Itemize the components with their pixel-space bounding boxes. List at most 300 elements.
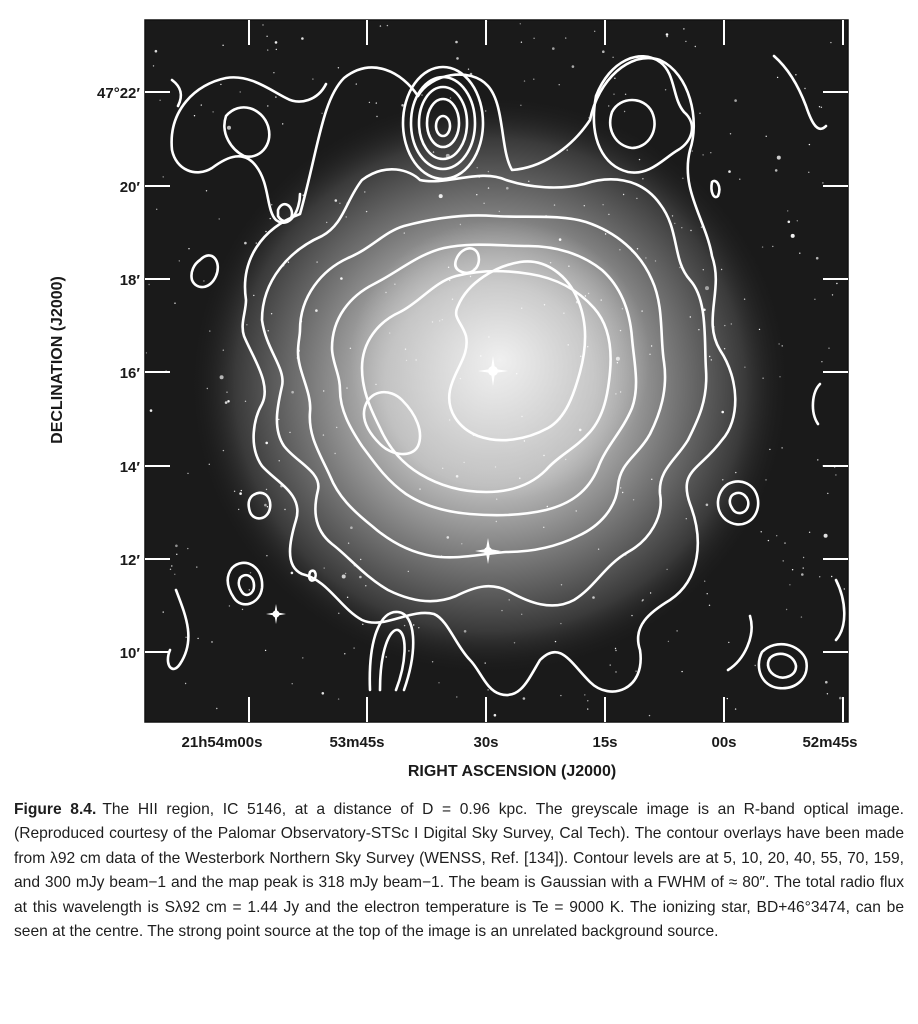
star-point <box>519 478 520 479</box>
star-point <box>408 650 409 651</box>
star-point <box>211 641 212 642</box>
star-point <box>447 536 450 539</box>
star-point <box>292 683 293 684</box>
star-point <box>419 488 420 489</box>
star-point <box>404 625 405 626</box>
star-point <box>649 354 650 355</box>
star-point <box>809 144 810 145</box>
star-point <box>594 31 595 32</box>
star-point <box>568 344 569 345</box>
star-point <box>433 151 434 152</box>
star-point <box>514 642 515 643</box>
star-point <box>266 489 267 490</box>
star-point <box>587 708 588 709</box>
star-point <box>275 96 276 97</box>
star-point <box>442 468 443 469</box>
star-point <box>380 25 381 26</box>
star-point <box>163 611 164 612</box>
star-point <box>339 203 340 204</box>
star-point <box>777 156 781 160</box>
star-point <box>340 277 343 280</box>
star-point <box>668 641 669 642</box>
star-point <box>631 615 632 616</box>
star-point <box>276 49 277 50</box>
star-point <box>155 50 158 53</box>
star-point <box>324 567 325 568</box>
y-tick-label: 12′ <box>119 552 140 569</box>
star-point <box>690 230 691 231</box>
star-point <box>735 708 736 709</box>
star-point <box>222 45 223 46</box>
star-point <box>271 204 272 205</box>
star-point <box>709 356 710 357</box>
star-point <box>270 218 271 219</box>
x-tick-label: 53m45s <box>329 734 385 751</box>
star-point <box>174 574 175 575</box>
star-point <box>692 150 693 151</box>
star-point <box>772 246 773 247</box>
star-point <box>560 695 561 696</box>
star-point <box>623 194 624 195</box>
star-point <box>844 588 845 589</box>
star-point <box>477 167 478 168</box>
star-point <box>146 352 147 353</box>
star-point <box>488 187 489 188</box>
star-point <box>249 589 250 590</box>
star-point <box>267 105 268 106</box>
star-point <box>709 605 710 606</box>
star-point <box>176 554 177 555</box>
star-point <box>598 549 599 550</box>
star-point <box>312 78 313 79</box>
star-point <box>346 387 347 388</box>
star-point <box>209 464 210 465</box>
star-point <box>148 284 149 285</box>
star-point <box>345 573 346 574</box>
star-point <box>576 510 577 511</box>
star-point <box>674 223 675 224</box>
star-point <box>665 89 666 90</box>
star-point <box>316 261 317 262</box>
star-point <box>244 242 247 245</box>
x-tick-label: 00s <box>711 734 737 751</box>
star-point <box>267 49 268 50</box>
star-point <box>464 630 467 633</box>
star-point <box>227 126 231 130</box>
star-point <box>705 286 709 290</box>
star-point <box>485 662 486 663</box>
star-point <box>364 191 365 192</box>
star-point <box>561 584 562 585</box>
star-point <box>194 115 195 116</box>
star-point <box>159 100 160 101</box>
star-point <box>375 384 376 385</box>
star-point <box>315 309 318 312</box>
star-point <box>776 535 777 536</box>
star-point <box>449 419 450 420</box>
star-point <box>207 388 208 389</box>
star-point <box>523 697 526 700</box>
star-point <box>353 647 354 648</box>
star-point <box>804 88 805 89</box>
greyscale-nebula-image <box>145 20 848 722</box>
star-point <box>225 401 228 404</box>
star-point <box>605 233 606 234</box>
star-point <box>608 214 609 215</box>
star-point <box>622 492 623 493</box>
star-point <box>614 78 615 79</box>
star-point <box>226 392 227 393</box>
star-point <box>690 316 691 317</box>
star-point <box>463 462 464 463</box>
star-point <box>587 346 588 347</box>
star-point <box>592 596 595 599</box>
star-point <box>642 599 643 600</box>
star-point <box>703 269 704 270</box>
y-tick-label: 14′ <box>119 459 140 476</box>
star-point <box>386 656 387 657</box>
star-point <box>786 609 787 610</box>
star-point <box>821 361 822 362</box>
star-point <box>301 37 304 40</box>
star-point <box>533 38 534 39</box>
star-point <box>267 506 268 507</box>
star-point <box>819 576 820 577</box>
x-tick-label: 52m45s <box>802 734 858 751</box>
star-point <box>356 83 357 84</box>
star-point <box>196 566 197 567</box>
star-point <box>347 597 348 598</box>
star-point <box>642 178 643 179</box>
star-point <box>620 391 621 392</box>
star-point <box>413 624 414 625</box>
star-point <box>650 592 651 593</box>
star-point <box>835 474 836 475</box>
star-point <box>795 74 796 75</box>
star-point <box>588 293 589 294</box>
star-point <box>666 33 669 36</box>
star-point <box>666 569 667 570</box>
star-point <box>744 299 745 300</box>
star-point <box>584 694 585 695</box>
star-point <box>565 37 566 38</box>
star-point <box>338 67 339 68</box>
star-point <box>323 434 324 435</box>
star-point <box>649 715 650 716</box>
star-point <box>615 671 616 672</box>
star-point <box>721 411 724 414</box>
figure-caption <box>14 798 904 944</box>
star-point <box>359 576 362 579</box>
star-point <box>686 518 687 519</box>
star-point <box>338 698 339 699</box>
star-point <box>585 295 586 296</box>
star-point <box>839 697 842 700</box>
star-point <box>567 149 568 150</box>
star-point <box>803 567 804 568</box>
star-point <box>488 336 489 337</box>
star-point <box>792 569 793 570</box>
star-point <box>501 610 502 611</box>
y-tick-label: 20′ <box>119 179 140 196</box>
star-point <box>521 308 522 309</box>
star-point <box>698 329 699 330</box>
star-point <box>801 573 804 576</box>
star-point <box>385 292 386 293</box>
star-point <box>533 79 534 80</box>
star-point <box>827 693 828 694</box>
star-point <box>404 232 405 233</box>
star-point <box>636 198 637 199</box>
star-point <box>565 459 566 460</box>
star-point <box>584 205 585 206</box>
star-point <box>524 440 525 441</box>
star-point <box>788 221 791 224</box>
star-point <box>762 378 763 379</box>
star-point <box>681 671 682 672</box>
star-point <box>360 559 361 560</box>
x-tick-label: 15s <box>592 734 618 751</box>
star-point <box>405 349 406 350</box>
star-point <box>559 238 562 241</box>
star-point <box>516 373 517 374</box>
star-point <box>326 222 327 223</box>
star-point <box>496 499 497 500</box>
star-point <box>520 105 521 106</box>
star-point <box>278 419 279 420</box>
star-point <box>242 609 243 610</box>
star-point <box>610 664 611 665</box>
star-point <box>766 136 767 137</box>
star-point <box>376 102 377 103</box>
star-point <box>288 262 289 263</box>
star-point <box>775 169 778 172</box>
star-point <box>819 106 820 107</box>
star-point <box>220 84 221 85</box>
star-point <box>188 248 189 249</box>
star-point <box>456 57 459 60</box>
star-point <box>633 499 634 500</box>
star-point <box>645 257 646 258</box>
star-point <box>219 218 220 219</box>
star-point <box>635 671 636 672</box>
star-point <box>808 172 809 173</box>
star-point <box>655 260 656 261</box>
y-tick-label: 18′ <box>119 272 140 289</box>
star-point <box>701 227 702 228</box>
star-point <box>250 572 251 573</box>
star-point <box>744 367 745 368</box>
star-point <box>836 283 837 284</box>
star-point <box>499 211 500 212</box>
star-point <box>342 575 346 579</box>
star-point <box>809 532 810 533</box>
star-point <box>408 571 409 572</box>
star-point <box>672 215 673 216</box>
star-point <box>830 42 831 43</box>
star-point <box>759 329 760 330</box>
star-point <box>456 696 457 697</box>
star-point <box>827 493 828 494</box>
star-point <box>266 555 267 556</box>
star-point <box>779 376 780 377</box>
star-point <box>387 25 388 26</box>
star-point <box>832 294 833 295</box>
star-point <box>241 490 242 491</box>
star-point <box>289 432 290 433</box>
star-point <box>784 542 785 543</box>
star-point <box>253 295 254 296</box>
caption-label: Figure 8.4. <box>14 801 97 818</box>
star-point <box>170 569 171 570</box>
star-point <box>520 23 521 24</box>
star-point <box>468 69 469 70</box>
star-point <box>728 170 731 173</box>
star-point <box>284 509 285 510</box>
star-point <box>702 154 703 155</box>
star-point <box>156 209 157 210</box>
star-point <box>369 102 370 103</box>
star-point <box>639 159 640 160</box>
star-point <box>187 473 188 474</box>
star-point <box>521 416 522 417</box>
star-point <box>201 104 202 105</box>
star-point <box>755 665 756 666</box>
star-point <box>449 280 450 281</box>
star-point <box>761 531 762 532</box>
star-point <box>376 116 377 117</box>
star-point <box>450 97 451 98</box>
star-point <box>620 330 621 331</box>
star-point <box>163 176 164 177</box>
star-point <box>778 343 779 344</box>
star-point <box>711 359 712 360</box>
star-point <box>543 527 544 528</box>
star-point <box>814 299 815 300</box>
star-point <box>432 661 433 662</box>
star-point <box>528 181 529 182</box>
star-point <box>799 253 800 254</box>
star-point <box>789 584 790 585</box>
star-point <box>365 585 366 586</box>
star-point <box>485 110 486 111</box>
star-point <box>615 648 616 649</box>
star-point <box>559 84 560 85</box>
star-point <box>461 543 462 544</box>
star-point <box>448 267 449 268</box>
star-point <box>620 487 621 488</box>
star-point <box>601 299 602 300</box>
star-point <box>171 565 172 566</box>
star-point <box>476 194 477 195</box>
star-point <box>602 50 605 53</box>
star-point <box>706 504 709 507</box>
star-point <box>521 42 522 43</box>
star-point <box>264 504 267 507</box>
star-point <box>730 133 731 134</box>
star-point <box>256 242 257 243</box>
star-point <box>406 360 407 361</box>
star-point <box>612 57 613 58</box>
star-point <box>452 299 453 300</box>
star-point <box>651 479 652 480</box>
star-point <box>268 330 269 331</box>
star-point <box>782 345 783 346</box>
star-point <box>179 260 180 261</box>
star-point <box>797 220 798 221</box>
star-point <box>495 466 496 467</box>
star-point <box>791 234 795 238</box>
star-point <box>238 509 239 510</box>
y-tick-label: 10′ <box>119 645 140 662</box>
star-point <box>710 152 711 153</box>
y-axis-title: DECLINATION (J2000) <box>49 276 66 444</box>
star-point <box>682 178 683 179</box>
star-point <box>769 449 770 450</box>
caption-text: The HII region, IC 5146, at a distance of D = 0.96 kpc. The greyscale image is an R-band optical image. (Reproduced courtesy of the Palomar Observatory-STSc I Digital Sky Survey, Cal Tech). The contour overlays have been made from λ92 cm data of the Westerbork Northern Sky Survey (WENSS, Ref. [134]). Contour levels are at 5, 10, 20, 40, 55, 70, 159, and 300 mJy beam−1 and the map peak is 318 mJy beam−1. The beam is Gaussian with a FWHM of ≈ 80″. The total radio flux at this wavelength is Sλ92 cm = 1.44 Jy and the electron temperature is Te = 9000 K. The ionizing star, BD+46°3474, can be seen at the centre. The strong point source at the top of the image is an unrelated background source. <box>14 801 905 941</box>
star-point <box>679 267 680 268</box>
star-point <box>724 348 725 349</box>
star-point <box>509 599 510 600</box>
star-point <box>223 450 224 451</box>
star-point <box>240 91 241 92</box>
star-point <box>619 249 620 250</box>
star-point <box>460 378 461 379</box>
star-point <box>521 614 522 615</box>
star-point <box>209 330 210 331</box>
x-tick-label: 30s <box>473 734 499 751</box>
star-point <box>552 47 555 50</box>
star-point <box>777 77 778 78</box>
star-point <box>555 641 556 642</box>
star-point <box>439 194 443 198</box>
star-point <box>783 560 784 561</box>
star-point <box>821 107 822 108</box>
star-point <box>488 171 489 172</box>
star-point <box>695 46 696 47</box>
star-point <box>302 657 303 658</box>
star-point <box>624 111 625 112</box>
star-point <box>602 204 603 205</box>
star-point <box>362 624 363 625</box>
star-point <box>262 24 263 25</box>
star-point <box>271 313 272 314</box>
star-point <box>203 280 204 281</box>
star-point <box>415 359 416 360</box>
star-point <box>524 80 525 81</box>
star-point <box>616 357 620 361</box>
star-point <box>735 472 736 473</box>
star-point <box>197 638 198 639</box>
star-point <box>348 543 349 544</box>
star-point <box>346 216 347 217</box>
star-point <box>685 41 686 42</box>
star-point <box>739 179 740 180</box>
star-point <box>731 323 732 324</box>
star-point <box>817 459 818 460</box>
star-point <box>608 105 609 106</box>
star-point <box>185 683 186 684</box>
star-point <box>265 650 266 651</box>
star-point <box>350 526 353 529</box>
star-point <box>334 453 335 454</box>
star-point <box>229 605 230 606</box>
star-point <box>704 581 705 582</box>
star-point <box>580 356 581 357</box>
star-point <box>641 310 642 311</box>
star-point <box>220 375 224 379</box>
star-point <box>563 313 564 314</box>
